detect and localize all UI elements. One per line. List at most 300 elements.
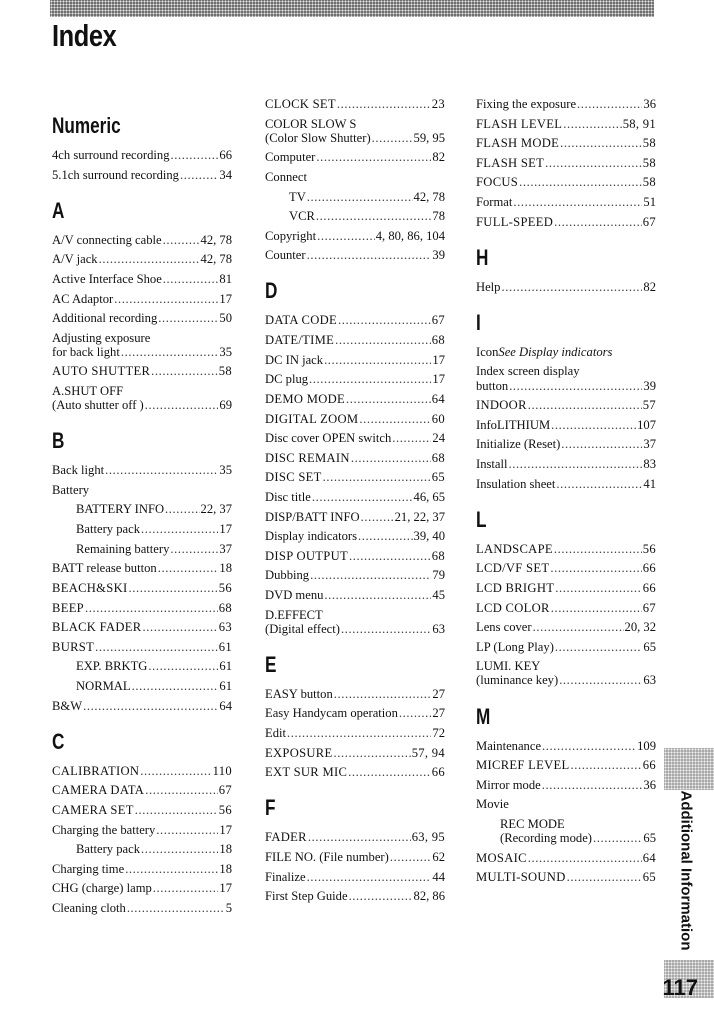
entry-term: VCR	[289, 209, 315, 224]
leader-dots	[346, 392, 431, 406]
index-entry	[52, 561, 232, 575]
index-section	[52, 115, 232, 182]
index-entry	[265, 150, 445, 164]
entry-term: A/V connecting cable	[52, 232, 162, 247]
index-section	[265, 97, 445, 262]
entry-term: LCD BRIGHT	[476, 580, 555, 595]
index-entry	[52, 620, 232, 634]
entry-pages: 69	[219, 398, 232, 413]
entry-pages: 68	[431, 450, 445, 465]
entry-term: Help	[476, 279, 501, 294]
leader-dots	[151, 364, 218, 378]
leader-dots	[333, 746, 410, 760]
index-column-2	[265, 97, 445, 909]
entry-term: Battery pack	[76, 842, 140, 857]
entry-pages: 66	[642, 758, 656, 773]
index-entry	[52, 823, 232, 837]
entry-pages: 36	[643, 777, 656, 792]
entry-term: BURST	[52, 639, 95, 654]
entry-pages: 39, 40	[413, 529, 445, 544]
entry-list	[52, 233, 232, 413]
index-entry	[265, 549, 445, 563]
entry-term: EXT SUR MIC	[265, 765, 348, 780]
leader-dots	[317, 229, 375, 243]
leader-dots	[307, 870, 432, 884]
entry-pages: 66	[642, 561, 656, 576]
leader-dots	[392, 431, 431, 445]
section-heading: Numeric	[52, 113, 121, 138]
leader-dots	[528, 398, 642, 412]
entry-pages: 72	[432, 726, 445, 741]
index-entry	[52, 699, 232, 713]
entry-pages: 64	[219, 698, 232, 713]
entry-subterm: (Recording mode)	[500, 831, 592, 846]
entry-continuation	[265, 622, 445, 636]
side-tab-text: Additional Information	[677, 790, 695, 950]
entry-term: Maintenance	[476, 738, 542, 753]
index-entry	[265, 870, 445, 884]
entry-term: Edit	[265, 726, 286, 741]
entry-pages: 17	[219, 291, 232, 306]
entry-term: BEACH&SKI	[52, 580, 128, 595]
section-heading: H	[476, 244, 489, 270]
entry-term: AUTO SHUTTER	[52, 364, 151, 379]
index-entry	[476, 136, 656, 150]
entry-list	[265, 97, 445, 262]
index-entry	[476, 156, 656, 170]
entry-pages: 39	[643, 378, 656, 393]
entry-term: DISC SET	[265, 470, 322, 485]
index-entry	[265, 313, 445, 327]
entry-pages: 35	[219, 344, 232, 359]
leader-dots	[561, 437, 642, 451]
index-section	[52, 197, 232, 413]
entry-term: DVD menu	[265, 587, 324, 602]
entry-pages: 17	[432, 352, 445, 367]
entry-pages: 61	[218, 639, 232, 654]
entry-term: B&W	[52, 698, 83, 713]
index-entry	[265, 706, 445, 720]
leader-dots	[145, 398, 219, 412]
index-section	[476, 97, 656, 229]
index-entry	[52, 783, 232, 797]
leader-dots	[359, 412, 430, 426]
header-band	[50, 0, 654, 17]
entry-term: Battery	[52, 482, 90, 497]
leader-dots	[121, 345, 219, 359]
entry-term: Insulation sheet	[476, 476, 556, 491]
entry-term: DC IN jack	[265, 352, 324, 367]
entry-term: Remaining battery	[76, 541, 170, 556]
entry-pages: 56	[218, 802, 232, 817]
entry-subterm: (Auto shutter off )	[52, 398, 144, 413]
entry-pages: 62	[432, 849, 445, 864]
index-entry	[476, 739, 656, 753]
index-entry	[265, 190, 445, 204]
section-heading: F	[265, 795, 276, 821]
index-column-3	[476, 97, 656, 890]
entry-term: Copyright	[265, 228, 317, 243]
leader-dots	[127, 901, 225, 915]
entry-pages: 65	[643, 831, 656, 846]
index-entry	[52, 384, 232, 412]
index-entry	[52, 764, 232, 778]
entry-pages: 83	[643, 457, 656, 471]
index-entry	[52, 148, 232, 162]
entry-pages: 42, 78	[413, 189, 445, 204]
entry-pages: 63, 95	[411, 830, 445, 845]
section-heading: D	[265, 278, 278, 304]
page-number: 117	[662, 975, 698, 1000]
index-entry	[52, 502, 232, 516]
leader-dots	[545, 156, 642, 170]
entry-pages: 44	[432, 869, 445, 884]
entry-list	[52, 764, 232, 915]
leader-dots	[551, 601, 642, 615]
index-entry	[52, 881, 232, 895]
entry-term: FLASH SET	[476, 155, 545, 170]
entry-term: CAMERA DATA	[52, 783, 145, 798]
entry-pages: 81	[219, 271, 232, 286]
index-entry	[265, 170, 445, 184]
entry-term: CALIBRATION	[52, 763, 140, 778]
entry-pages: 82, 86	[413, 889, 445, 904]
entry-term: LUMI. KEY	[476, 659, 541, 674]
entry-term: Easy Handycam operation	[265, 706, 398, 721]
leader-dots	[390, 850, 432, 864]
entry-pages: 58	[642, 155, 656, 170]
entry-term: Display indicators	[265, 529, 357, 544]
leader-dots	[556, 477, 642, 491]
index-entry	[265, 568, 445, 582]
index-entry	[52, 581, 232, 595]
index-entry	[52, 292, 232, 306]
entry-term: BEEP	[52, 600, 84, 615]
entry-list	[265, 830, 445, 903]
index-column-1	[52, 97, 232, 921]
index-entry	[52, 311, 232, 325]
leader-dots	[316, 150, 431, 164]
index-entry	[265, 97, 445, 111]
entry-subterm: (luminance key)	[476, 673, 559, 688]
index-entry	[476, 581, 656, 595]
index-section	[52, 728, 232, 915]
entry-term: TV	[289, 189, 306, 204]
index-entry	[52, 522, 232, 536]
leader-dots	[533, 620, 624, 634]
leader-dots	[551, 418, 636, 432]
index-entry	[52, 842, 232, 856]
entry-term: 5.1ch surround recording	[52, 167, 179, 182]
entry-pages: 58	[642, 136, 656, 151]
leader-dots	[508, 457, 642, 471]
entry-term: Install	[476, 457, 508, 471]
entry-list	[265, 687, 445, 780]
index-entry	[265, 529, 445, 543]
entry-pages: 22, 37	[200, 502, 232, 517]
index-entry	[265, 431, 445, 445]
entry-term: MULTI-SOUND	[476, 870, 566, 885]
entry-term: DATE/TIME	[265, 333, 335, 348]
entry-term: First Step Guide	[265, 889, 348, 904]
leader-dots	[171, 148, 219, 162]
entry-subterm: (Digital effect)	[265, 621, 340, 636]
leader-dots	[316, 209, 432, 223]
leader-dots	[142, 620, 217, 634]
entry-list	[476, 739, 656, 885]
index-entry	[476, 215, 656, 229]
index-entry	[476, 797, 656, 811]
leader-dots	[310, 568, 431, 582]
entry-term: EASY button	[265, 686, 333, 701]
leader-dots	[349, 549, 431, 563]
entry-term: CHG (charge) lamp	[52, 881, 152, 896]
entry-term: BATT release button	[52, 561, 157, 576]
index-entry	[52, 463, 232, 477]
leader-dots	[550, 561, 641, 575]
entry-term: LP (Long Play)	[476, 639, 554, 654]
entry-term: DISP OUTPUT	[265, 548, 348, 563]
entry-pages: 56	[218, 580, 232, 595]
entry-pages: 57, 94	[411, 745, 445, 760]
leader-dots	[95, 640, 218, 654]
index-entry	[476, 659, 656, 687]
index-entry	[476, 97, 656, 111]
index-entry	[52, 679, 232, 693]
leader-dots	[158, 311, 218, 325]
leader-dots	[513, 195, 642, 209]
entry-pages: 45	[432, 587, 445, 602]
index-entry	[476, 345, 656, 359]
index-entry	[265, 333, 445, 347]
index-entry	[265, 510, 445, 524]
entry-pages: 66	[431, 765, 445, 780]
entry-term: DATA CODE	[265, 313, 338, 328]
entry-pages: 58	[218, 364, 232, 379]
leader-dots	[307, 248, 432, 262]
entry-pages: 39	[432, 248, 445, 263]
index-entry	[476, 778, 656, 792]
entry-pages: 51	[643, 195, 656, 210]
leader-dots	[99, 252, 200, 266]
leader-dots	[509, 379, 642, 393]
entry-term: FLASH MODE	[476, 136, 560, 151]
entry-term: Movie	[476, 797, 509, 812]
entry-pages: 37	[219, 541, 232, 556]
index-section	[476, 506, 656, 688]
leader-dots	[563, 117, 621, 131]
index-entry	[476, 561, 656, 575]
leader-dots	[338, 313, 431, 327]
index-entry	[52, 901, 232, 915]
entry-term: 4ch surround recording	[52, 148, 170, 162]
index-entry	[265, 209, 445, 223]
entry-term: Dubbing	[265, 568, 310, 583]
index-section	[265, 280, 445, 635]
section-heading: M	[476, 703, 491, 729]
entry-term: Computer	[265, 150, 316, 165]
index-entry	[265, 746, 445, 760]
index-entry	[476, 851, 656, 865]
leader-dots	[140, 764, 211, 778]
index-entry	[476, 542, 656, 556]
entry-term: Finalize	[265, 869, 306, 884]
entry-term: FLASH LEVEL	[476, 116, 563, 131]
entry-pages: 59, 95	[413, 130, 445, 145]
entry-term: Charging time	[52, 861, 125, 876]
entry-subterm: button	[476, 378, 509, 393]
entry-pages: 82	[643, 279, 656, 294]
entry-pages: 64	[431, 391, 445, 406]
entry-continuation	[476, 673, 656, 687]
index-entry	[52, 252, 232, 266]
entry-term: A.SHUT OFF	[52, 384, 124, 399]
leader-dots	[145, 783, 218, 797]
entry-subterm: (Color Slow Shutter)	[265, 130, 371, 145]
entry-pages: 110	[212, 763, 232, 778]
leader-dots	[542, 778, 643, 792]
index-entry	[52, 542, 232, 556]
entry-pages: 18	[219, 861, 232, 876]
leader-dots	[577, 97, 642, 111]
entry-continuation	[265, 131, 445, 145]
leader-dots	[555, 640, 643, 654]
entry-term: Initialize (Reset)	[476, 437, 561, 452]
entry-term: Active Interface Shoe	[52, 271, 162, 286]
index-entry	[52, 364, 232, 378]
entry-term: Disc cover OPEN switch	[265, 431, 392, 446]
entry-pages: 68	[431, 548, 445, 563]
index-entry	[265, 248, 445, 262]
entry-pages: 18	[219, 561, 232, 576]
leader-dots	[542, 739, 636, 753]
entry-term: Back light	[52, 463, 105, 478]
entry-term: Connect	[265, 169, 307, 184]
entry-pages: 24	[432, 431, 445, 446]
leader-dots	[114, 292, 218, 306]
leader-dots	[125, 862, 218, 876]
section-heading: C	[52, 728, 65, 754]
see-reference: See Display indicators	[498, 344, 613, 359]
entry-pages: 17	[219, 881, 232, 896]
index-section	[52, 430, 232, 712]
leader-dots	[170, 542, 218, 556]
leader-dots	[337, 97, 431, 111]
index-entry	[265, 765, 445, 779]
entry-term: DC plug	[265, 372, 309, 387]
leader-dots	[163, 233, 200, 247]
leader-dots	[554, 542, 642, 556]
leader-dots	[567, 870, 642, 884]
leader-dots	[372, 131, 413, 145]
entry-term: EXPOSURE	[265, 745, 333, 760]
entry-pages: 17	[432, 372, 445, 387]
index-section	[265, 651, 445, 780]
entry-pages: 35	[219, 463, 232, 478]
entry-term: Adjusting exposure	[52, 330, 151, 345]
section-heading: L	[476, 506, 487, 532]
leader-dots	[148, 659, 218, 673]
leader-dots	[156, 823, 218, 837]
entry-pages: 64	[642, 850, 656, 865]
index-section	[476, 703, 656, 885]
leader-dots	[571, 758, 642, 772]
index-entry	[476, 870, 656, 884]
entry-term: InfoLITHIUM	[476, 417, 551, 432]
index-entry	[476, 437, 656, 451]
index-entry	[265, 470, 445, 484]
leader-dots	[135, 803, 218, 817]
index-entry	[476, 364, 656, 392]
leader-dots	[399, 706, 432, 720]
index-entry	[265, 830, 445, 844]
entry-term: COLOR SLOW S	[265, 116, 357, 131]
entry-pages: 36	[643, 97, 656, 111]
entry-term: Mirror mode	[476, 777, 541, 792]
index-entry	[52, 862, 232, 876]
entry-pages: 27	[432, 706, 445, 721]
index-entry	[52, 233, 232, 247]
entry-term: DISC REMAIN	[265, 450, 350, 465]
leader-dots	[555, 581, 642, 595]
entry-pages: 46, 65	[413, 489, 445, 504]
entry-term: Lens cover	[476, 620, 532, 635]
index-entry	[265, 588, 445, 602]
entry-term: Counter	[265, 248, 306, 263]
index-entry	[265, 117, 445, 145]
entry-term: DISP/BATT INFO	[265, 509, 360, 524]
index-entry	[476, 477, 656, 491]
index-entry	[476, 398, 656, 412]
entry-list	[476, 542, 656, 688]
entry-term: EXP. BRKTG	[76, 659, 148, 674]
leader-dots	[85, 601, 218, 615]
entry-term: BLACK FADER	[52, 620, 142, 635]
entry-list	[476, 97, 656, 229]
leader-dots	[309, 372, 431, 386]
entry-term: FOCUS	[476, 175, 519, 190]
entry-term: DIGITAL ZOOM	[265, 411, 359, 426]
index-entry	[52, 659, 232, 673]
entry-pages: 18	[219, 842, 232, 857]
entry-pages: 65	[642, 870, 656, 885]
entry-pages: 61	[219, 678, 232, 693]
entry-pages: 34	[219, 167, 232, 182]
index-entry	[265, 353, 445, 367]
entry-term: Index screen display	[476, 364, 580, 379]
entry-term: Format	[476, 195, 513, 210]
entry-pages: 68	[431, 333, 445, 348]
entry-pages: 65	[643, 639, 656, 654]
entry-term: CLOCK SET	[265, 97, 336, 111]
entry-pages: 67	[431, 313, 445, 328]
entry-pages: 66	[642, 580, 656, 595]
index-entry	[52, 331, 232, 359]
entry-term: AC Adaptor	[52, 291, 114, 306]
entry-pages: 109	[637, 738, 656, 753]
entry-list	[52, 148, 232, 182]
entry-pages: 67	[218, 783, 232, 798]
entry-term: BATTERY INFO	[76, 502, 165, 517]
leader-dots	[128, 581, 217, 595]
index-entry	[265, 726, 445, 740]
index-entry	[265, 451, 445, 465]
index-entry	[265, 889, 445, 903]
entry-subterm: for back light	[52, 344, 120, 359]
leader-dots	[141, 842, 218, 856]
leader-dots	[141, 522, 218, 536]
section-heading: A	[52, 197, 65, 223]
